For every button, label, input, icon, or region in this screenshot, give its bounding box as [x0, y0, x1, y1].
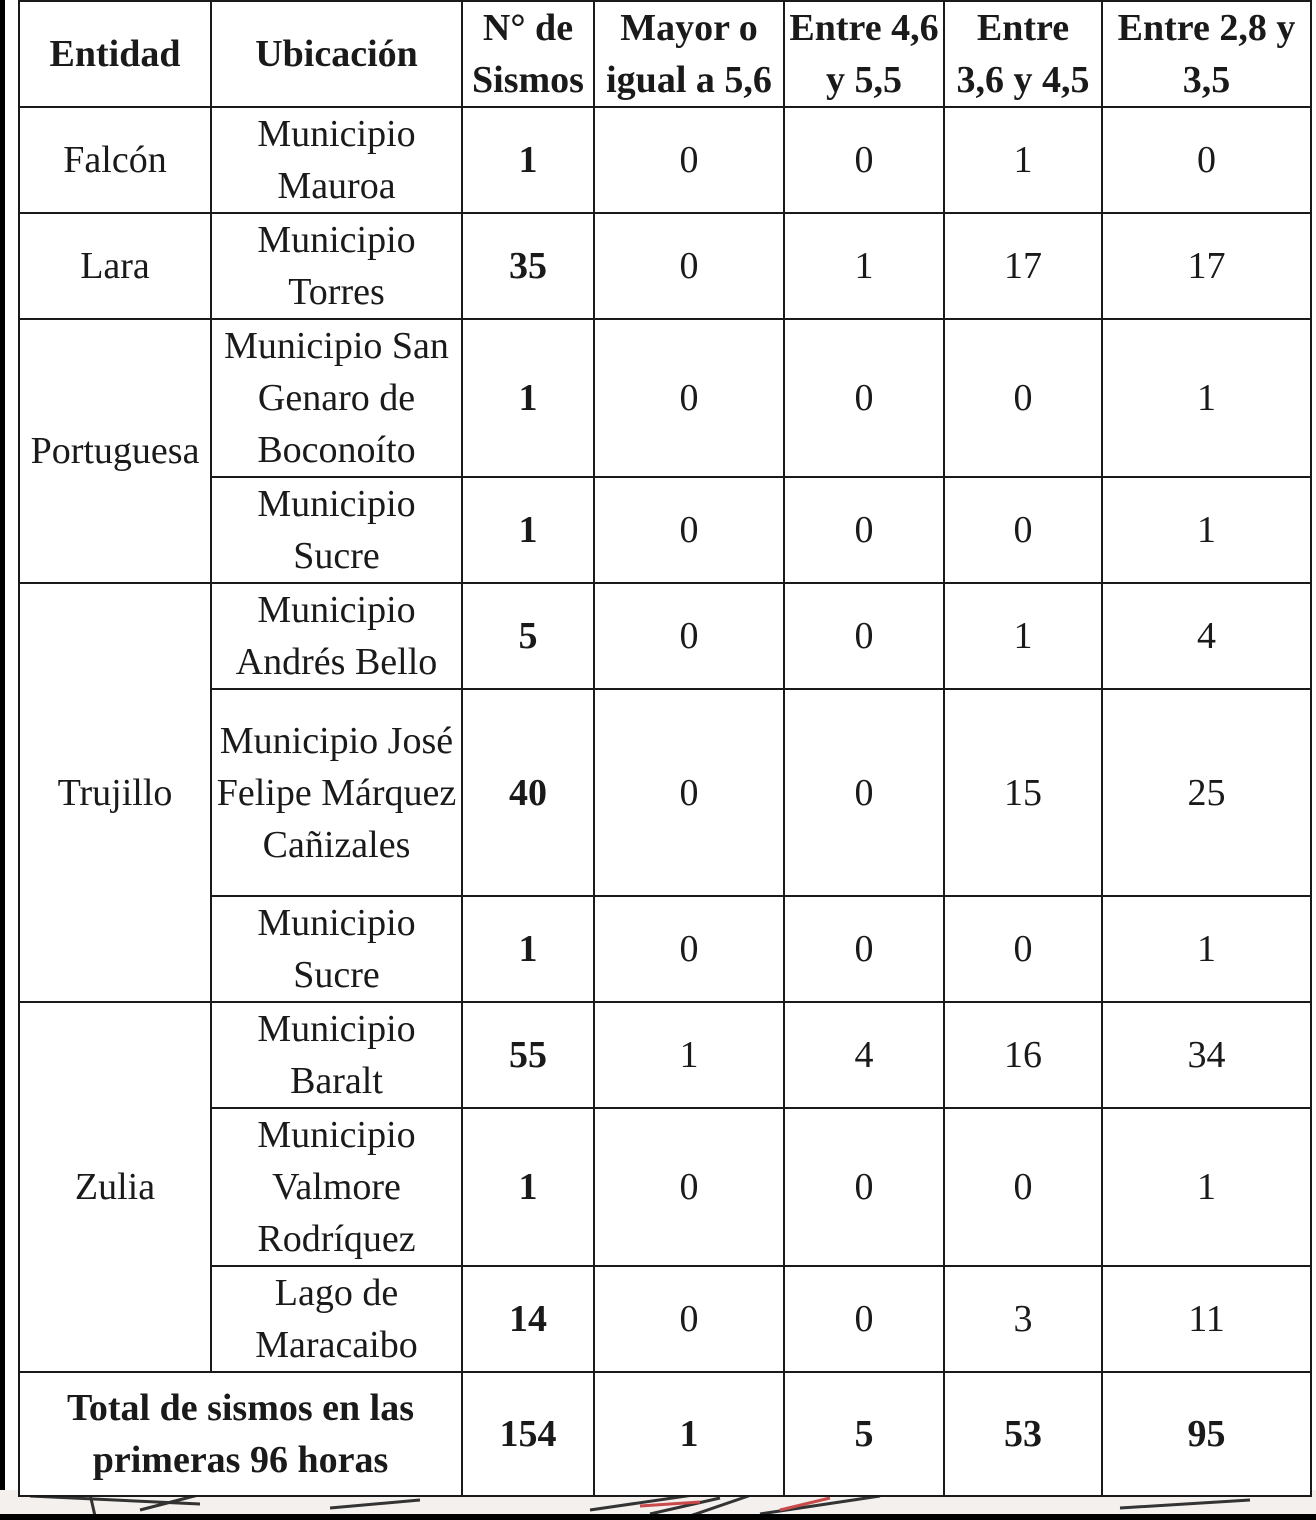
mag-2-8-3-5-cell: 4: [1102, 583, 1311, 689]
table-row: [19, 689, 1311, 896]
ubicacion-cell: Municipio San Genaro de Boconoíto: [211, 319, 462, 477]
mag-ge-5-6-cell: 0: [594, 896, 784, 1002]
table-row: [19, 583, 1311, 689]
header-mag-4-6-5-5: Entre 4,6 y 5,5: [784, 1, 944, 107]
total-mag-4-6-5-5-cell: 5: [784, 1372, 944, 1496]
mag-2-8-3-5-cell: 17: [1102, 213, 1311, 319]
ubicacion-cell: Municipio Andrés Bello: [211, 583, 462, 689]
mag-3-6-4-5-cell: 0: [944, 477, 1102, 583]
total-row: [19, 1372, 1311, 1496]
mag-3-6-4-5-cell: 15: [944, 689, 1102, 896]
ubicacion-cell: Municipio Mauroa: [211, 107, 462, 213]
page-frame-left-border: [0, 0, 12, 1510]
ubicacion-cell: Municipio Sucre: [211, 896, 462, 1002]
table-row: [19, 477, 1311, 583]
entidad-cell: Portuguesa: [19, 319, 211, 583]
mag-3-6-4-5-cell: 3: [944, 1266, 1102, 1372]
header-mag-ge-5-6: Mayor o igual a 5,6: [594, 1, 784, 107]
mag-ge-5-6-cell: 0: [594, 477, 784, 583]
ubicacion-cell: Municipio Sucre: [211, 477, 462, 583]
entidad-cell: Trujillo: [19, 583, 211, 1002]
ubicacion-cell: Municipio Valmore Rodríquez: [211, 1108, 462, 1266]
mag-3-6-4-5-cell: 16: [944, 1002, 1102, 1108]
mag-2-8-3-5-cell: 1: [1102, 896, 1311, 1002]
mag-ge-5-6-cell: 0: [594, 107, 784, 213]
mag-4-6-5-5-cell: 1: [784, 213, 944, 319]
total-label-cell: Total de sismos en las primeras 96 horas: [19, 1372, 462, 1496]
header-entidad: Entidad: [19, 1, 211, 107]
entidad-cell: Zulia: [19, 1002, 211, 1372]
mag-2-8-3-5-cell: 25: [1102, 689, 1311, 896]
table-row: [19, 1108, 1311, 1266]
sismos-count-cell: 40: [462, 689, 594, 896]
header-num-sismos: N° de Sismos: [462, 1, 594, 107]
mag-4-6-5-5-cell: 0: [784, 583, 944, 689]
table-row: [19, 319, 1311, 477]
mag-3-6-4-5-cell: 1: [944, 583, 1102, 689]
sismos-count-cell: 5: [462, 583, 594, 689]
mag-4-6-5-5-cell: 0: [784, 896, 944, 1002]
header-ubicacion: Ubicación: [211, 1, 462, 107]
mag-2-8-3-5-cell: 34: [1102, 1002, 1311, 1108]
mag-3-6-4-5-cell: 0: [944, 1108, 1102, 1266]
entidad-cell: Lara: [19, 213, 211, 319]
sismos-count-cell: 1: [462, 319, 594, 477]
mag-3-6-4-5-cell: 17: [944, 213, 1102, 319]
mag-ge-5-6-cell: 0: [594, 213, 784, 319]
mag-4-6-5-5-cell: 0: [784, 1108, 944, 1266]
sismos-count-cell: 35: [462, 213, 594, 319]
entidad-cell: Falcón: [19, 107, 211, 213]
table-row: [19, 1266, 1311, 1372]
table-row: [19, 213, 1311, 319]
header-mag-3-6-4-5: Entre 3,6 y 4,5: [944, 1, 1102, 107]
total-mag-3-6-4-5-cell: 53: [944, 1372, 1102, 1496]
seismic-events-table: [18, 0, 1312, 1497]
mag-4-6-5-5-cell: 0: [784, 1266, 944, 1372]
mag-2-8-3-5-cell: 0: [1102, 107, 1311, 213]
mag-ge-5-6-cell: 0: [594, 583, 784, 689]
ubicacion-cell: Municipio Torres: [211, 213, 462, 319]
sismos-count-cell: 14: [462, 1266, 594, 1372]
ubicacion-cell: Municipio Baralt: [211, 1002, 462, 1108]
mag-4-6-5-5-cell: 4: [784, 1002, 944, 1108]
header-mag-2-8-3-5: Entre 2,8 y 3,5: [1102, 1, 1311, 107]
total-sismos-cell: 154: [462, 1372, 594, 1496]
mag-4-6-5-5-cell: 0: [784, 689, 944, 896]
sismos-count-cell: 1: [462, 477, 594, 583]
table-header-row: [19, 1, 1311, 107]
table-row: [19, 896, 1311, 1002]
mag-3-6-4-5-cell: 0: [944, 896, 1102, 1002]
mag-3-6-4-5-cell: 0: [944, 319, 1102, 477]
sismos-count-cell: 1: [462, 1108, 594, 1266]
mag-4-6-5-5-cell: 0: [784, 319, 944, 477]
mag-4-6-5-5-cell: 0: [784, 477, 944, 583]
ubicacion-cell: Municipio José Felipe Márquez Cañizales: [211, 689, 462, 896]
sismos-count-cell: 1: [462, 107, 594, 213]
table-row: [19, 107, 1311, 213]
mag-2-8-3-5-cell: 11: [1102, 1266, 1311, 1372]
mag-ge-5-6-cell: 0: [594, 1108, 784, 1266]
mag-ge-5-6-cell: 0: [594, 689, 784, 896]
mag-ge-5-6-cell: 0: [594, 319, 784, 477]
ubicacion-cell: Lago de Maracaibo: [211, 1266, 462, 1372]
mag-2-8-3-5-cell: 1: [1102, 477, 1311, 583]
mag-ge-5-6-cell: 0: [594, 1266, 784, 1372]
mag-4-6-5-5-cell: 0: [784, 107, 944, 213]
mag-3-6-4-5-cell: 1: [944, 107, 1102, 213]
mag-2-8-3-5-cell: 1: [1102, 1108, 1311, 1266]
mag-2-8-3-5-cell: 1: [1102, 319, 1311, 477]
mag-ge-5-6-cell: 1: [594, 1002, 784, 1108]
sismos-count-cell: 55: [462, 1002, 594, 1108]
sismos-count-cell: 1: [462, 896, 594, 1002]
total-mag-ge-5-6-cell: 1: [594, 1372, 784, 1496]
table-row: [19, 1002, 1311, 1108]
total-mag-2-8-3-5-cell: 95: [1102, 1372, 1311, 1496]
